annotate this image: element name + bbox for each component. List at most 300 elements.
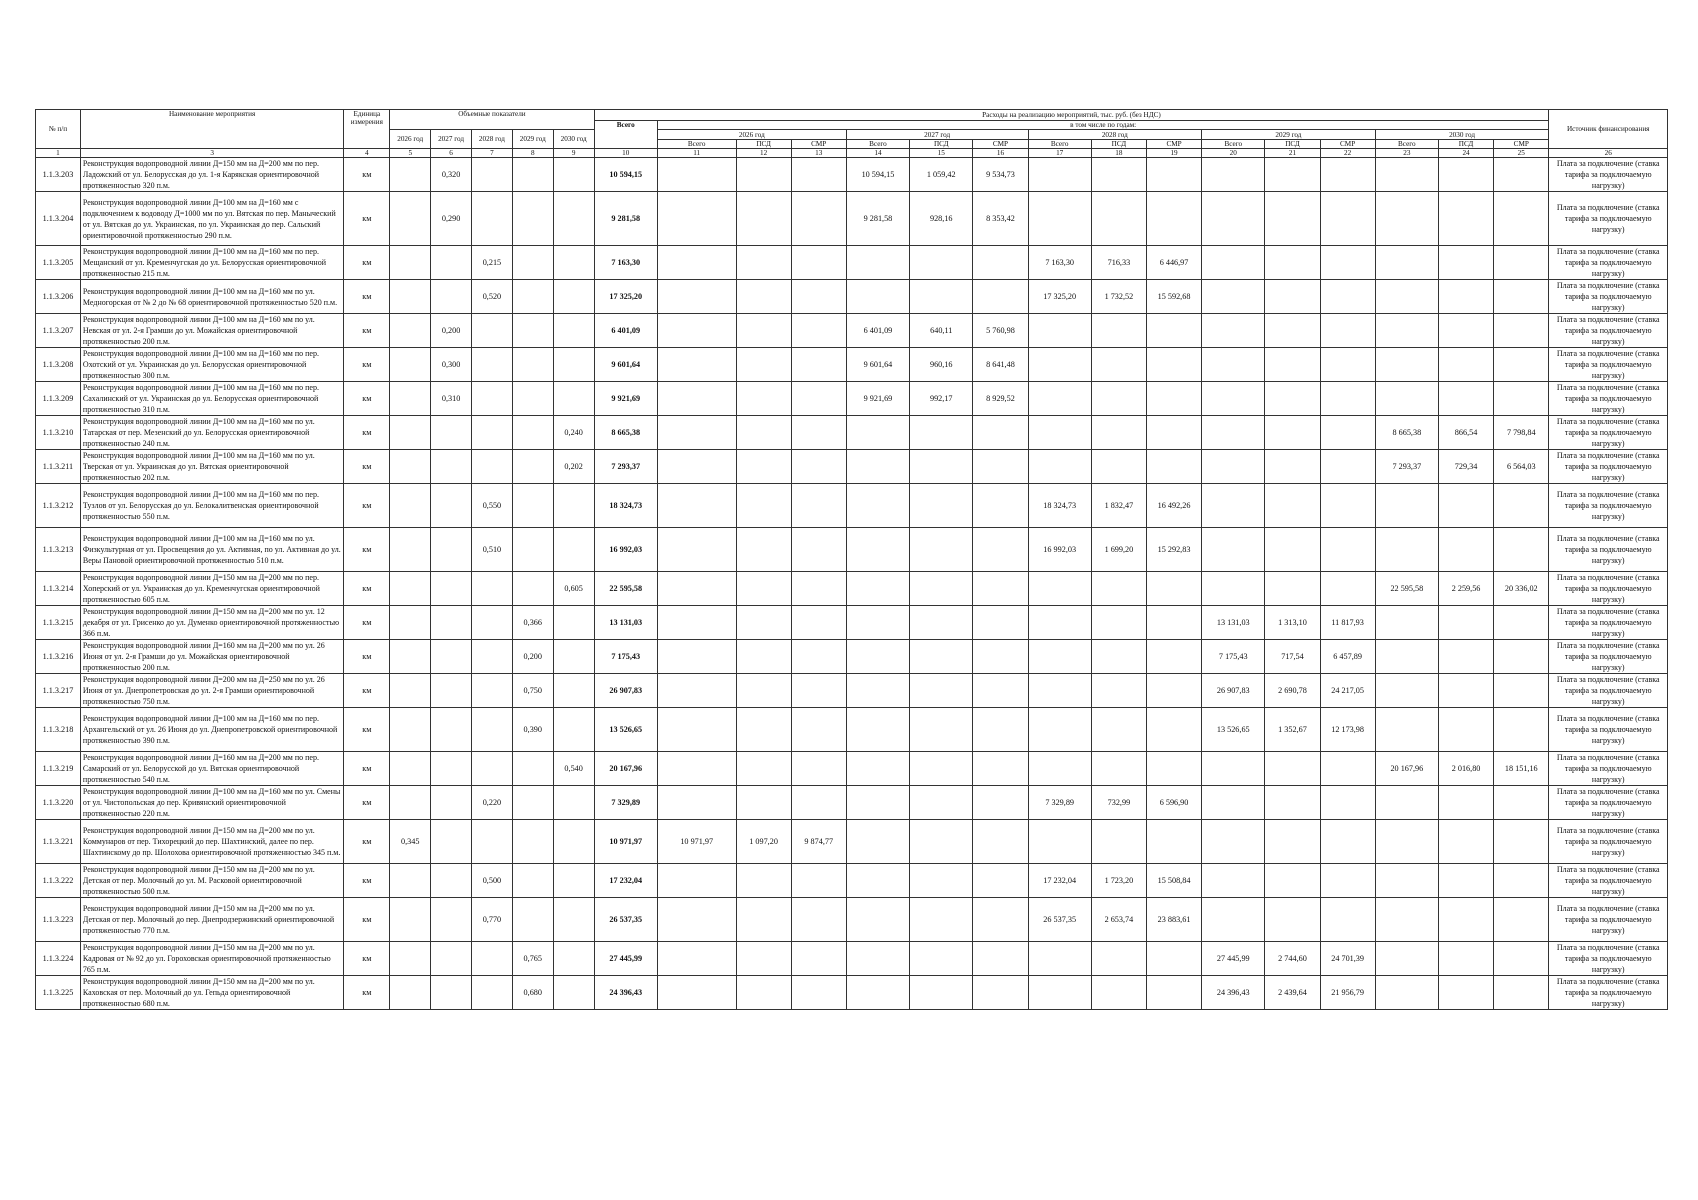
investment-program-sheet [35, 109, 1668, 1010]
row-year-cost [657, 942, 736, 976]
row-source: Плата за подключение (ставка тарифа за подключаемую нагрузку) [1549, 280, 1668, 314]
column-number: 9 [553, 149, 594, 158]
row-total: 13 131,03 [594, 606, 657, 640]
row-source: Плата за подключение (ставка тарифа за подключаемую нагрузку) [1549, 416, 1668, 450]
row-year-cost [1375, 192, 1438, 246]
row-year-cost: 6 457,89 [1320, 640, 1375, 674]
row-total: 24 396,43 [594, 976, 657, 1010]
row-year-cost [973, 416, 1028, 450]
row-volume [512, 280, 553, 314]
table-row [36, 786, 1668, 820]
row-year-cost [1375, 640, 1438, 674]
row-year-cost [736, 606, 791, 640]
row-source: Плата за подключение (ставка тарифа за подключаемую нагрузку) [1549, 314, 1668, 348]
column-number: 10 [594, 149, 657, 158]
row-year-cost: 16 492,26 [1146, 484, 1201, 528]
row-year-cost [1265, 280, 1320, 314]
row-year-cost [1438, 864, 1493, 898]
row-year-cost [1438, 606, 1493, 640]
row-year-cost [791, 942, 846, 976]
row-year-cost [1028, 158, 1091, 192]
row-year-cost [657, 246, 736, 280]
row-name: Реконструкция водопроводной линии Д=100 мм на Д=160 мм по пер. Тузлов от ул. Белорусская до ул. Белокалитвенская ориентировочной протяженностью 550 п.м. [80, 484, 343, 528]
row-volume: 0,345 [390, 820, 431, 864]
row-volume: 0,200 [431, 314, 472, 348]
row-year-cost [910, 976, 973, 1010]
row-code: 1.1.3.224 [36, 942, 81, 976]
row-unit: км [344, 786, 390, 820]
row-unit: км [344, 708, 390, 752]
row-year-cost [1091, 314, 1146, 348]
row-volume [472, 158, 513, 192]
column-number: 11 [657, 149, 736, 158]
row-year-cost: 1 699,20 [1091, 528, 1146, 572]
row-year-cost: 9 601,64 [846, 348, 909, 382]
row-volume [472, 752, 513, 786]
row-volume: 0,500 [472, 864, 513, 898]
row-year-cost [1494, 786, 1549, 820]
row-total: 13 526,65 [594, 708, 657, 752]
row-year-cost [1028, 942, 1091, 976]
table-row [36, 942, 1668, 976]
row-volume [553, 484, 594, 528]
row-total: 26 537,35 [594, 898, 657, 942]
row-volume [390, 314, 431, 348]
row-volume [431, 528, 472, 572]
row-year-cost [846, 898, 909, 942]
row-year-cost [1494, 898, 1549, 942]
row-year-cost [846, 674, 909, 708]
row-name: Реконструкция водопроводной линии Д=150 мм на Д=200 мм по ул. Детская от пер. Молочный до пер. Днепродзержинский ориентировочной протяженностью 770 п.м. [80, 898, 343, 942]
row-year-cost [791, 864, 846, 898]
row-year-cost [1375, 280, 1438, 314]
row-year-cost [1375, 942, 1438, 976]
row-year-cost [846, 864, 909, 898]
row-volume [431, 416, 472, 450]
row-year-cost [973, 246, 1028, 280]
row-year-cost [1091, 606, 1146, 640]
row-volume [390, 484, 431, 528]
row-volume [390, 280, 431, 314]
row-year-cost [846, 280, 909, 314]
header-sub-label: Всего [657, 140, 736, 149]
row-year-cost [1202, 416, 1265, 450]
row-year-cost [1202, 348, 1265, 382]
header-num: № п/п [36, 110, 81, 149]
row-volume: 0,300 [431, 348, 472, 382]
row-year-cost [791, 348, 846, 382]
row-volume [553, 348, 594, 382]
row-code: 1.1.3.215 [36, 606, 81, 640]
row-year-cost [1028, 976, 1091, 1010]
row-volume [472, 820, 513, 864]
row-year-cost [1265, 898, 1320, 942]
row-year-cost [1265, 752, 1320, 786]
row-volume [512, 314, 553, 348]
row-year-cost [736, 348, 791, 382]
row-volume: 0,750 [512, 674, 553, 708]
row-year-cost: 6 564,03 [1494, 450, 1549, 484]
row-year-cost: 1 059,42 [910, 158, 973, 192]
row-unit: км [344, 528, 390, 572]
row-year-cost [657, 416, 736, 450]
row-year-cost [1091, 416, 1146, 450]
row-year-cost [736, 280, 791, 314]
row-source: Плата за подключение (ставка тарифа за подключаемую нагрузку) [1549, 528, 1668, 572]
row-year-cost [736, 246, 791, 280]
row-total: 10 971,97 [594, 820, 657, 864]
row-volume [431, 864, 472, 898]
row-year-cost [846, 246, 909, 280]
column-number: 18 [1091, 149, 1146, 158]
row-name: Реконструкция водопроводной линии Д=100 мм на Д=160 мм по пер. Архангельский от ул. 26 Июня до ул. Днепропетровской ориентировочной протяженностью 390 п.м. [80, 708, 343, 752]
row-year-cost [973, 976, 1028, 1010]
column-number: 22 [1320, 149, 1375, 158]
row-code: 1.1.3.214 [36, 572, 81, 606]
header-vol-year: 2030 год [553, 130, 594, 149]
row-year-cost: 8 641,48 [973, 348, 1028, 382]
row-source: Плата за подключение (ставка тарифа за подключаемую нагрузку) [1549, 708, 1668, 752]
row-volume [390, 192, 431, 246]
row-year-cost [1091, 820, 1146, 864]
row-year-cost [736, 528, 791, 572]
row-year-cost [1091, 348, 1146, 382]
row-year-cost [657, 572, 736, 606]
row-volume [431, 708, 472, 752]
header-vol-year: 2026 год [390, 130, 431, 149]
row-volume [512, 572, 553, 606]
row-year-cost [791, 640, 846, 674]
row-source: Плата за подключение (ставка тарифа за подключаемую нагрузку) [1549, 898, 1668, 942]
row-year-cost [1320, 450, 1375, 484]
table-row [36, 640, 1668, 674]
row-year-cost [1494, 382, 1549, 416]
row-year-cost [1494, 606, 1549, 640]
row-volume [512, 450, 553, 484]
row-year-cost [657, 450, 736, 484]
row-year-cost [1494, 192, 1549, 246]
row-year-cost [846, 820, 909, 864]
table-row [36, 572, 1668, 606]
row-year-cost [1202, 820, 1265, 864]
row-source: Плата за подключение (ставка тарифа за подключаемую нагрузку) [1549, 942, 1668, 976]
row-code: 1.1.3.206 [36, 280, 81, 314]
row-year-cost: 992,17 [910, 382, 973, 416]
row-year-cost [846, 752, 909, 786]
row-year-cost [1375, 898, 1438, 942]
row-year-cost: 866,54 [1438, 416, 1493, 450]
row-year-cost [657, 864, 736, 898]
header-sub-label: ПСД [1091, 140, 1146, 149]
row-year-cost: 9 281,58 [846, 192, 909, 246]
row-year-cost [1091, 450, 1146, 484]
row-volume [512, 864, 553, 898]
column-number: 17 [1028, 149, 1091, 158]
row-code: 1.1.3.208 [36, 348, 81, 382]
row-volume [553, 786, 594, 820]
row-year-cost [736, 572, 791, 606]
column-number: 8 [512, 149, 553, 158]
row-year-cost [1375, 864, 1438, 898]
header-sub-label: СМР [1320, 140, 1375, 149]
row-year-cost [910, 416, 973, 450]
row-total: 17 232,04 [594, 864, 657, 898]
row-year-cost [1265, 192, 1320, 246]
row-code: 1.1.3.209 [36, 382, 81, 416]
row-year-cost [791, 246, 846, 280]
row-year-cost [1494, 280, 1549, 314]
row-year-cost [791, 314, 846, 348]
row-name: Реконструкция водопроводной линии Д=100 мм на Д=160 мм по ул. Физкультурная от ул. Просвещения до ул. Активная, по ул. Активная до ул. Веры Пановой ориентировочной протяженностью 510 п.м. [80, 528, 343, 572]
row-code: 1.1.3.213 [36, 528, 81, 572]
row-year-cost [1146, 348, 1201, 382]
row-volume [512, 898, 553, 942]
row-year-cost: 23 883,61 [1146, 898, 1201, 942]
row-year-cost [736, 158, 791, 192]
row-volume [472, 382, 513, 416]
row-year-cost: 9 534,73 [973, 158, 1028, 192]
header-by-years: в том числе по годам: [657, 121, 1549, 130]
row-name: Реконструкция водопроводной линии Д=150 мм на Д=200 мм по ул. Детская от пер. Молочный до ул. М. Расковой ориентировочной протяженностью 500 п.м. [80, 864, 343, 898]
row-year-cost [791, 674, 846, 708]
row-year-cost [1265, 450, 1320, 484]
row-year-cost [910, 942, 973, 976]
row-year-cost [1028, 192, 1091, 246]
row-year-cost [1438, 820, 1493, 864]
row-year-cost [657, 674, 736, 708]
row-year-cost [1375, 528, 1438, 572]
row-year-cost [910, 484, 973, 528]
header-cost-year: 2030 год [1375, 130, 1549, 140]
row-year-cost [1320, 280, 1375, 314]
row-unit: км [344, 484, 390, 528]
row-total: 17 325,20 [594, 280, 657, 314]
row-year-cost [1091, 192, 1146, 246]
row-year-cost [973, 450, 1028, 484]
header-sub-label: СМР [1494, 140, 1549, 149]
row-year-cost [791, 450, 846, 484]
row-year-cost [1146, 942, 1201, 976]
table-row [36, 348, 1668, 382]
row-volume [390, 158, 431, 192]
row-name: Реконструкция водопроводной линии Д=150 мм на Д=200 мм по пер. Хоперский от ул. Украинская до ул. Кременчугская ориентировочной протяженностью 605 п.м. [80, 572, 343, 606]
header-sub-label: ПСД [1265, 140, 1320, 149]
row-year-cost: 9 874,77 [791, 820, 846, 864]
row-year-cost [973, 606, 1028, 640]
row-total: 9 921,69 [594, 382, 657, 416]
row-year-cost [1494, 820, 1549, 864]
row-year-cost [657, 786, 736, 820]
row-year-cost [1320, 382, 1375, 416]
row-year-cost: 8 353,42 [973, 192, 1028, 246]
row-unit: км [344, 640, 390, 674]
row-year-cost [1146, 416, 1201, 450]
row-year-cost [1265, 314, 1320, 348]
row-year-cost: 2 259,56 [1438, 572, 1493, 606]
row-year-cost: 640,11 [910, 314, 973, 348]
row-year-cost [1438, 708, 1493, 752]
row-year-cost [1494, 158, 1549, 192]
row-year-cost [1320, 752, 1375, 786]
row-volume: 0,202 [553, 450, 594, 484]
header-volume: Объемные показатели [390, 110, 594, 130]
row-total: 20 167,96 [594, 752, 657, 786]
row-source: Плата за подключение (ставка тарифа за подключаемую нагрузку) [1549, 640, 1668, 674]
header-cost-year: 2028 год [1028, 130, 1202, 140]
row-year-cost [791, 484, 846, 528]
row-year-cost [791, 158, 846, 192]
row-code: 1.1.3.207 [36, 314, 81, 348]
row-name: Реконструкция водопроводной линии Д=150 мм на Д=200 мм по ул. 12 декабря от ул. Грисенко до ул. Думенко ориентировочной протяженностью 366 п.м. [80, 606, 343, 640]
column-number: 23 [1375, 149, 1438, 158]
row-year-cost [791, 528, 846, 572]
row-year-cost: 9 921,69 [846, 382, 909, 416]
row-year-cost [1375, 606, 1438, 640]
row-year-cost [736, 640, 791, 674]
row-year-cost: 1 723,20 [1091, 864, 1146, 898]
row-year-cost [791, 572, 846, 606]
row-year-cost [1202, 898, 1265, 942]
row-volume [553, 674, 594, 708]
header-source: Источник финансирования [1549, 110, 1668, 149]
row-year-cost [910, 280, 973, 314]
row-year-cost [910, 786, 973, 820]
row-year-cost: 1 352,67 [1265, 708, 1320, 752]
row-year-cost [1438, 942, 1493, 976]
row-year-cost: 22 595,58 [1375, 572, 1438, 606]
row-year-cost [1375, 348, 1438, 382]
measures-table [35, 109, 1668, 1010]
row-year-cost [846, 416, 909, 450]
row-year-cost: 2 690,78 [1265, 674, 1320, 708]
row-volume [472, 976, 513, 1010]
row-year-cost [846, 708, 909, 752]
row-year-cost [1146, 158, 1201, 192]
row-unit: км [344, 606, 390, 640]
row-year-cost [973, 786, 1028, 820]
row-year-cost [1091, 752, 1146, 786]
row-volume [553, 606, 594, 640]
column-number: 14 [846, 149, 909, 158]
row-unit: км [344, 820, 390, 864]
row-year-cost [1438, 314, 1493, 348]
row-year-cost [1375, 158, 1438, 192]
header-sub-label: СМР [791, 140, 846, 149]
row-volume: 0,390 [512, 708, 553, 752]
row-volume [472, 450, 513, 484]
row-volume [390, 348, 431, 382]
row-year-cost [1375, 820, 1438, 864]
row-volume [431, 976, 472, 1010]
row-volume: 0,290 [431, 192, 472, 246]
row-volume: 0,366 [512, 606, 553, 640]
header-sub-label: Всего [1028, 140, 1091, 149]
row-year-cost [1146, 640, 1201, 674]
row-year-cost [736, 314, 791, 348]
row-volume: 0,310 [431, 382, 472, 416]
row-total: 6 401,09 [594, 314, 657, 348]
row-year-cost [1202, 158, 1265, 192]
table-row [36, 484, 1668, 528]
row-volume [553, 314, 594, 348]
row-year-cost: 8 929,52 [973, 382, 1028, 416]
header-sub-label: ПСД [736, 140, 791, 149]
table-row [36, 820, 1668, 864]
row-year-cost [1265, 820, 1320, 864]
row-year-cost: 13 526,65 [1202, 708, 1265, 752]
row-year-cost [1438, 382, 1493, 416]
table-row [36, 864, 1668, 898]
row-year-cost [1028, 450, 1091, 484]
row-source: Плата за подключение (ставка тарифа за подключаемую нагрузку) [1549, 752, 1668, 786]
row-code: 1.1.3.212 [36, 484, 81, 528]
table-row [36, 314, 1668, 348]
row-unit: км [344, 348, 390, 382]
row-name: Реконструкция водопроводной линии Д=160 мм на Д=200 мм по пер. Самарский от ул. Белорусской до ул. Вятская ориентировочной протяженностью 540 п.м. [80, 752, 343, 786]
row-year-cost [791, 192, 846, 246]
header-sub-label: Всего [846, 140, 909, 149]
row-year-cost: 7 163,30 [1028, 246, 1091, 280]
row-year-cost: 17 232,04 [1028, 864, 1091, 898]
row-volume [431, 484, 472, 528]
row-year-cost [1028, 820, 1091, 864]
row-volume [512, 246, 553, 280]
row-year-cost: 24 217,05 [1320, 674, 1375, 708]
row-year-cost [1438, 674, 1493, 708]
row-volume [512, 752, 553, 786]
row-volume [553, 640, 594, 674]
table-row [36, 192, 1668, 246]
row-year-cost: 20 167,96 [1375, 752, 1438, 786]
row-year-cost [736, 416, 791, 450]
row-year-cost [791, 382, 846, 416]
row-year-cost [910, 674, 973, 708]
row-volume: 0,680 [512, 976, 553, 1010]
row-code: 1.1.3.217 [36, 674, 81, 708]
header-cost-year: 2027 год [846, 130, 1028, 140]
row-year-cost [1494, 864, 1549, 898]
row-year-cost [1320, 898, 1375, 942]
row-unit: км [344, 416, 390, 450]
row-year-cost [1320, 348, 1375, 382]
row-year-cost [973, 484, 1028, 528]
row-unit: км [344, 572, 390, 606]
table-row [36, 450, 1668, 484]
row-year-cost [657, 898, 736, 942]
row-year-cost [1438, 280, 1493, 314]
row-volume: 0,320 [431, 158, 472, 192]
row-year-cost: 11 817,93 [1320, 606, 1375, 640]
row-year-cost [910, 752, 973, 786]
row-code: 1.1.3.222 [36, 864, 81, 898]
row-source: Плата за подключение (ставка тарифа за подключаемую нагрузку) [1549, 606, 1668, 640]
row-year-cost [736, 976, 791, 1010]
row-year-cost [846, 572, 909, 606]
header-costs: Расходы на реализацию мероприятий, тыс. руб. (без НДС) [594, 110, 1549, 121]
row-code: 1.1.3.221 [36, 820, 81, 864]
row-year-cost [1265, 246, 1320, 280]
row-year-cost [736, 674, 791, 708]
row-year-cost: 716,33 [1091, 246, 1146, 280]
row-year-cost [1202, 484, 1265, 528]
row-year-cost [1375, 246, 1438, 280]
row-year-cost: 5 760,98 [973, 314, 1028, 348]
row-year-cost [973, 752, 1028, 786]
row-volume [512, 820, 553, 864]
row-year-cost: 15 292,83 [1146, 528, 1201, 572]
row-volume [553, 382, 594, 416]
row-year-cost [973, 572, 1028, 606]
